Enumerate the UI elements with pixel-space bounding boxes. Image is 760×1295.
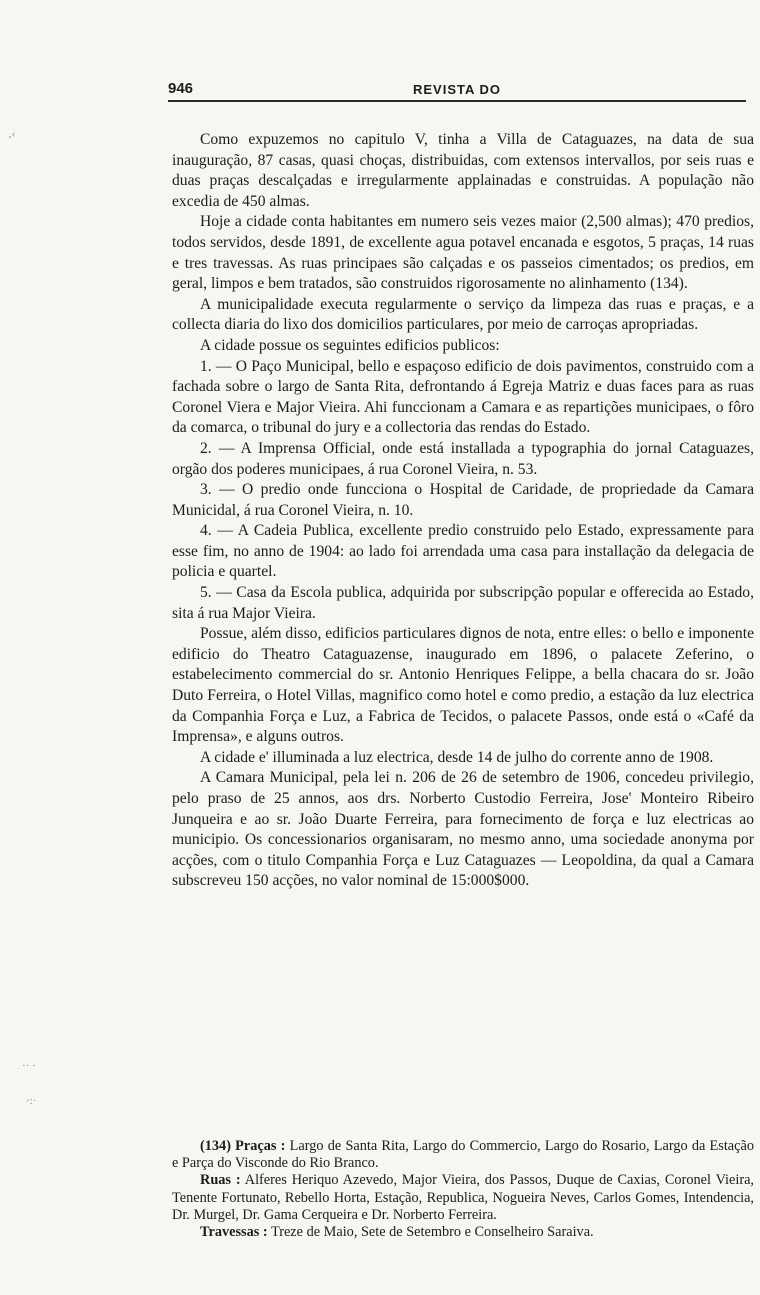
paragraph: A cidade e' illuminada a luz electrica, desde 14 de julho do corrente anno de 1908. <box>200 748 714 766</box>
scan-speck: ‚‹ <box>8 128 16 140</box>
footnote-text: Treze de Maio, Sete de Setembro e Conselheiro Saraiva. <box>270 1224 594 1241</box>
paragraph: 4. — A Cadeia Publica, excellente predio construido pelo Estado, expressamente para esse fim, no anno de 1904: ao lado foi arrendada uma casa para installação da delegacia de policia e quartel. <box>172 522 754 581</box>
footnote-text: Largo de Santa Rita, Largo do Commercio, Largo do Rosario, Largo da Estação e Parça do Visconde do Rio Branco. <box>172 1138 754 1172</box>
page-header <box>168 80 752 98</box>
paragraph: 2. — A Imprensa Official, onde está installada a typographia do jornal Cataguazes, orgão dos poderes municipaes, á rua Coronel Vieira, n. 53. <box>172 439 754 478</box>
footnote-ruas <box>172 1172 754 1224</box>
paragraph: Como expuzemos no capitulo V, tinha a Villa de Cataguazes, na data de sua inauguração, 87 casas, quasi choças, distribuidas, com extensos intervallos, por seis ruas e duas praças descalçadas e irregularmente applainadas e construidas. A população não excedia de 450 almas. <box>172 131 754 210</box>
scan-speck: ·· · <box>22 1060 36 1072</box>
running-head: REVISTA DO <box>413 82 502 97</box>
footnote-pracas <box>172 1138 754 1172</box>
paragraph: A Camara Municipal, pela lei n. 206 de 26 de setembro de 1906, concedeu privilegio, pelo praso de 25 annos, aos drs. Norberto Custodio Ferreira, Jose' Monteiro Ribeiro Junqueira e ao sr. João Duarte Ferreira, para fornecimento de força e luz electricas ao municipio. Os concessionarios organisaram, no mesmo anno, uma sociedade anonyma por acções, com o titulo Companhia Força e Luz Cataguazes — Leopoldina, da qual a Camara subscreveu 150 acções, no valor nominal de 15:000$000. <box>172 769 754 890</box>
footnote-label: (134) Praças : <box>200 1138 286 1154</box>
paragraph: 3. — O predio onde funcciona o Hospital de Caridade, de propriedade da Camara Municidal, á rua Coronel Vieira, n. 10. <box>172 481 754 519</box>
paragraph: Hoje a cidade conta habitantes em numero seis vezes maior (2,500 almas); 470 predios, todos servidos, desde 1891, de excellente agua potavel encanada e esgotos, 5 praças, 14 ruas e tres travessas. As ruas principaes são calçadas e os passeios cimentados; os predios, em geral, limpos e bem tratados, são construidos rigorosamente no alinhamento (134). <box>172 213 754 293</box>
page-number: 946 <box>168 80 194 97</box>
main-text <box>172 130 754 892</box>
footnote-label: Travessas : <box>200 1224 268 1241</box>
paragraph: Possue, além disso, edificios particulares dignos de nota, entre elles: o bello e imponente edificio do Theatro Cataguazense, inaugurado em 1896, o palacete Zeferino, o estabelecimento commercial do sr. Antonio Henriques Felippe, a bella chacara do sr. João Duto Ferreira, o Hotel Villas, magnifico como hotel e como predio, a estação da luz electrica da Companhia Força e Luz, a Fabrica de Tecidos, o palacete Passos, onde está o «Café da Imprensa», e alguns outros. <box>172 625 754 746</box>
paragraph: 1. — O Paço Municipal, bello e espaçoso edificio de dois pavimentos, construido com a fachada sobre o largo de Santa Rita, defrontando á Egreja Matriz e duas faces para as ruas Coronel Viera e Major Vieira. Ahi funccionam a Camara e as repartições municipaes, o fôro da comarca, o tribunal do jury e a collectoria das rendas do Estado. <box>172 357 754 437</box>
footnote-label: Ruas : <box>200 1172 241 1189</box>
paragraph: 5. — Casa da Escola publica, adquirida por subscripção popular e offerecida ao Estado, sita á rua Major Vieira. <box>172 584 754 622</box>
paragraph: A cidade possue os seguintes edificios publicos: <box>200 336 500 354</box>
header-rule <box>168 100 746 102</box>
footnote-text: Alferes Heriquo Azevedo, Major Vieira, dos Passos, Duque de Caxias, Coronel Vieira, Tenente Fortunato, Rebello Horta, Estação, Republica, Nogueira Neves, Carlos Gomes, Intendencia, Dr. Murgel, Dr. Gama Cerqueira e Dr. Norberto Ferreira. <box>172 1172 755 1223</box>
footnotes <box>172 1138 754 1241</box>
paragraph: A municipalidade executa regularmente o serviço da limpeza das ruas e praças, e a collecta diaria do lixo dos domicilios particulares, por meio de carroças apropriadas. <box>172 295 754 334</box>
footnote-travessas <box>172 1224 754 1241</box>
scan-speck: ·:· <box>26 1095 37 1107</box>
